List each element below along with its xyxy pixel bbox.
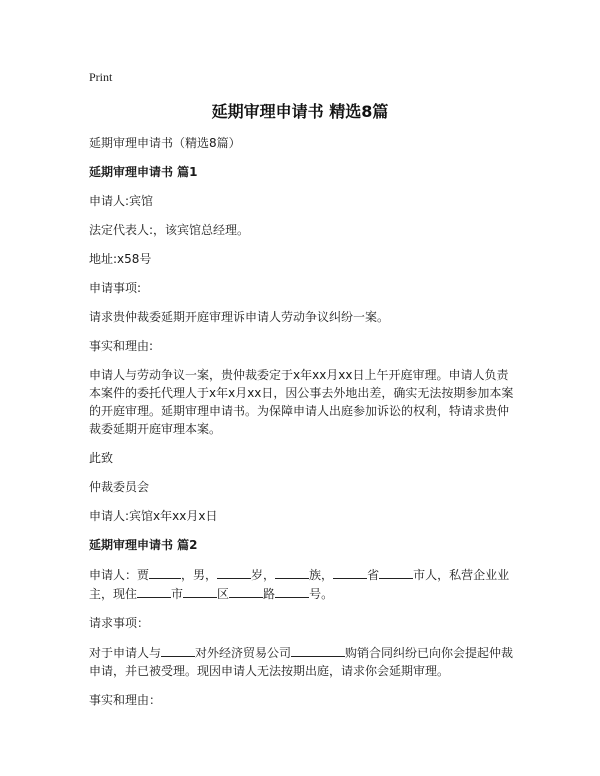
recipient-line: 仲裁委员会 <box>89 480 150 494</box>
fill-blank <box>217 565 251 579</box>
facts-label-2: 事实和理由： <box>89 693 162 707</box>
section-1-heading: 延期审理申请书 篇1 <box>89 165 198 179</box>
applicant-line: 申请人:宾馆 <box>89 194 154 208</box>
request-body-2 <box>89 643 519 680</box>
facts-label: 事实和理由: <box>89 339 154 353</box>
fill-blank <box>161 643 195 657</box>
applicant-text: 市 <box>171 587 184 601</box>
facts-body: 申请人与劳动争议一案，贵仲裁委定于x年xx月xx日上午开庭审理。申请人负责本案件的委托代理人于x年x月xx日，因公事去外地出差，确实无法按期参加本案的开庭审理。延期审理申请书。为保障申请人出庭参加诉讼的权利，特请求贵仲裁委延期开庭审理本案。 <box>89 368 514 436</box>
print-link[interactable]: Print <box>89 70 113 84</box>
fill-blank <box>275 565 309 579</box>
applicant-text: ，男， <box>181 568 218 582</box>
fill-blank <box>137 584 171 598</box>
fill-blank <box>275 584 309 598</box>
applicant-text: 申请人：贾 <box>89 568 150 582</box>
fill-blank <box>291 643 345 657</box>
applicant-text: 号。 <box>309 587 334 601</box>
document-title: 延期审理申请书 精选8篇 <box>211 102 389 121</box>
document-subtitle: 延期审理申请书（精选8篇） <box>89 136 241 150</box>
applicant-text: 岁， <box>251 568 276 582</box>
request-text: 购销合同纠纷已向你会提起仲裁申请，并已被受理。现因申请人无法按期出庭，请求你会延期审理。 <box>89 646 514 678</box>
fill-blank <box>183 584 217 598</box>
applicant-details <box>89 565 519 603</box>
fill-blank <box>333 565 367 579</box>
section-2-heading: 延期审理申请书 篇2 <box>89 538 198 552</box>
legal-rep-line: 法定代表人:，该宾馆总经理。 <box>89 223 250 237</box>
applicant-text: 省 <box>367 568 380 582</box>
document-body <box>89 134 519 720</box>
applicant-text: 区 <box>217 587 230 601</box>
applicant-text: 族， <box>309 568 334 582</box>
fill-blank <box>229 584 263 598</box>
applicant-text: 市人，私营企业业主，现住 <box>89 568 510 601</box>
request-label: 申请事项: <box>89 281 142 295</box>
applicant-text: 路 <box>263 587 276 601</box>
request-body: 请求贵仲裁委延期开庭审理诉申请人劳动争议纠纷一案。 <box>89 310 390 324</box>
address-line: 地址:x58号 <box>89 252 152 266</box>
fill-blank <box>149 565 181 579</box>
signature-line: 申请人:宾馆x年xx月x日 <box>89 509 218 523</box>
request-text: 对外经济贸易公司 <box>195 646 292 660</box>
request-label-2: 请求事项： <box>89 616 150 630</box>
fill-blank <box>379 565 413 579</box>
request-text: 对于申请人与 <box>89 646 162 660</box>
closing-line: 此致 <box>89 451 114 465</box>
